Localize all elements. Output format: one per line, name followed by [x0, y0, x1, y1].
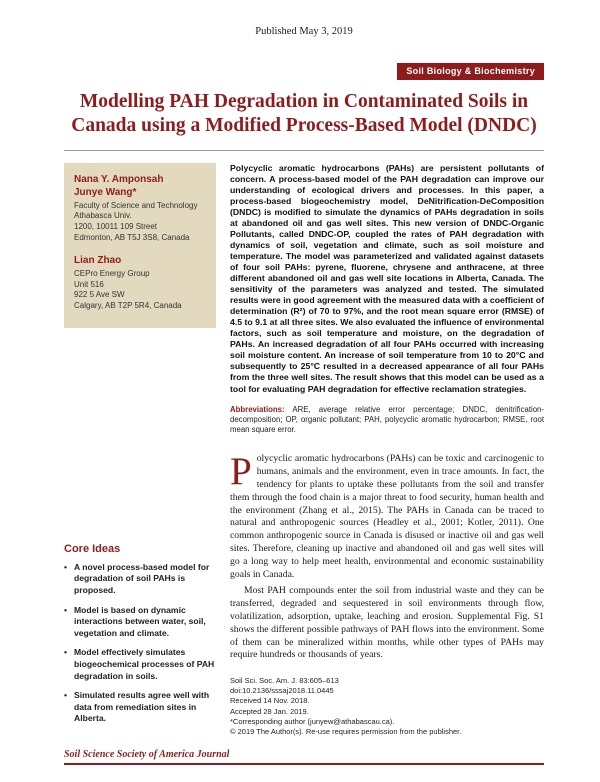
affiliation-line: Edmonton, AB T5J 3S8, Canada [74, 232, 190, 242]
citation-line: *Corresponding author (junyew@athabascau.ca). [230, 716, 395, 726]
journal-badge-row [64, 61, 544, 80]
journal-badge: Soil Biology & Biochemistry [397, 63, 544, 80]
author-name: Nana Y. Amponsah [74, 173, 164, 185]
body-text [230, 450, 544, 662]
core-ideas-heading: Core Ideas [64, 542, 121, 555]
author-name: Junye Wang* [74, 186, 137, 198]
core-idea-item: • Model effectively simulates biogeochemical processes of PAH degradation in soils. [64, 647, 216, 682]
title-rule [64, 150, 544, 151]
paragraph-text: olycyclic aromatic hydrocarbons (PAHs) can be toxic and carcinogenic to humans, animals and the environment, even in trace amounts. In fact, the tendency for plants to uptake these pollutants from the soil and transfer them through the food chain is a major threat to food security, human health and the environment (Zhang et al., 2015). The PAHs in Canada can be traced to natural and anthropogenic sources (Headley et al., 2001; Kotler, 2011). One common anthropogenic source in Canada is disused or inactive oil and gas well sites. Therefore, cleaning up inactive and abandoned oil and gas well sites will go a long way to help meet health, environmental and economic sustainability goals in Canada. [230, 453, 544, 580]
core-ideas-section [64, 543, 216, 737]
paper-title: Modelling PAH Degradation in Contaminated Soils in Canada using a Modified Process-Based Model (DNDC) [71, 91, 537, 136]
citation-line: Received 14 Nov. 2018. [230, 696, 310, 706]
footer-journal-name: Soil Science Society of America Journal [64, 748, 230, 760]
abstract-text: Polycyclic aromatic hydrocarbons (PAHs) are persistent pollutants of concern. A process-based model of the PAH degradation can improve our understanding of ecological drivers and processes. In this paper, a process-based biogeochemistry model, DeNitrification-DeComposition (DNDC) is modified to simulate the dynamics of PAHs degradation in soils at abandoned oil and gas well sites. This new version of DNDC-Organic Pollutants, called DNDC-OP, coupled the rates of PAH degradation with dynamics of soil, vegetation and climate, such as soil moisture and temperature. The model was parameterized and validated against datasets of four soil PAHs: pyrene, fluorene, chrysene and anthracene, at three different abandoned oil and gas well site locations in Alberta, Canada. The sensitivity of the parameters was analyzed and tested. The simulated results were in good agreement with the measured data with a coefficient of determination (R²) of 70 to 97%, and the root mean square error (RMSE) of 4.5 to 9.1 at all three sites. We also evaluated the influence of environmental factors, such as soil temperature and moisture, on the degradation of PAHs. An increased degradation of all four PAHs occurred with increasing soil moisture content. An increase of soil temperature from 10 to 20°C and subsequently to 25°C resulted in a decreased appearance of all four PAHs from the three well sites. The result shows that this model can be used as a tool for evaluating PAH degradation for effective reclamation strategies. [230, 162, 544, 394]
author-affiliation [74, 201, 206, 244]
body-paragraph-1 [230, 450, 544, 581]
affiliation-line: 1200, 10011 109 Street [74, 222, 158, 232]
citation-line: Accepted 28 Jan. 2019. [230, 706, 309, 716]
citation-block [230, 676, 544, 737]
author-group-1 [74, 173, 206, 244]
footer-rule [64, 763, 544, 765]
citation-line: © 2019 The Author(s). Re-use requires permission from the publisher. [230, 726, 462, 736]
affiliation-line: Athabasca Univ. [74, 211, 132, 221]
core-idea-item: • Model is based on dynamic interactions between water, soil, vegetation and climate. [64, 605, 216, 640]
author-group-2 [74, 254, 206, 312]
affiliation-line: Calgary, AB T2P 5R4, Canada [74, 301, 182, 311]
left-column [64, 163, 216, 737]
right-column [230, 163, 544, 737]
affiliation-line: CEPro Energy Group [74, 268, 150, 278]
abbreviations-text: ARE, average relative error percentage; DNDC, denitrification-decomposition; OP, organic pollutant; PAH, polycyclic aromatic hydrocarbon; RMSE, root mean square error. [230, 404, 544, 435]
affiliation-line: Faculty of Science and Technology [74, 200, 198, 210]
published-date: Published May 3, 2019 [255, 26, 353, 37]
author-box [64, 163, 216, 328]
author-name: Lian Zhao [74, 254, 122, 266]
affiliation-line: 922 5 Ave SW [74, 290, 125, 300]
core-ideas-list [64, 562, 216, 725]
content-columns [64, 163, 544, 737]
core-idea-item: • A novel process-based model for degradation of soil PAHs is proposed. [64, 562, 216, 597]
drop-cap: P [230, 450, 252, 494]
citation-line: Soil Sci. Soc. Am. J. 83:605–613 [230, 676, 339, 686]
abbreviations [230, 405, 544, 436]
citation-line: doi:10.2136/sssaj2018.11.0445 [230, 686, 334, 696]
author-affiliation [74, 269, 206, 312]
core-idea-item: • Simulated results agree well with data from remediation sites in Alberta. [64, 690, 216, 725]
affiliation-line: Unit 516 [74, 279, 104, 289]
page-footer [64, 749, 544, 765]
abbreviations-label: Abbreviations: [230, 404, 285, 414]
body-paragraph-2: Most PAH compounds enter the soil from industrial waste and they can be transferred, degraded and sequestered in soil environments through flow, volatilization, adsorption, uptake, leaching and erosion. Supplemental Fig. S1 shows the different possible pathways of PAH flows into the environment. Some of them can be mineralized within months, while other types of PAHs may require hundreds or thousands of years. [230, 585, 544, 661]
